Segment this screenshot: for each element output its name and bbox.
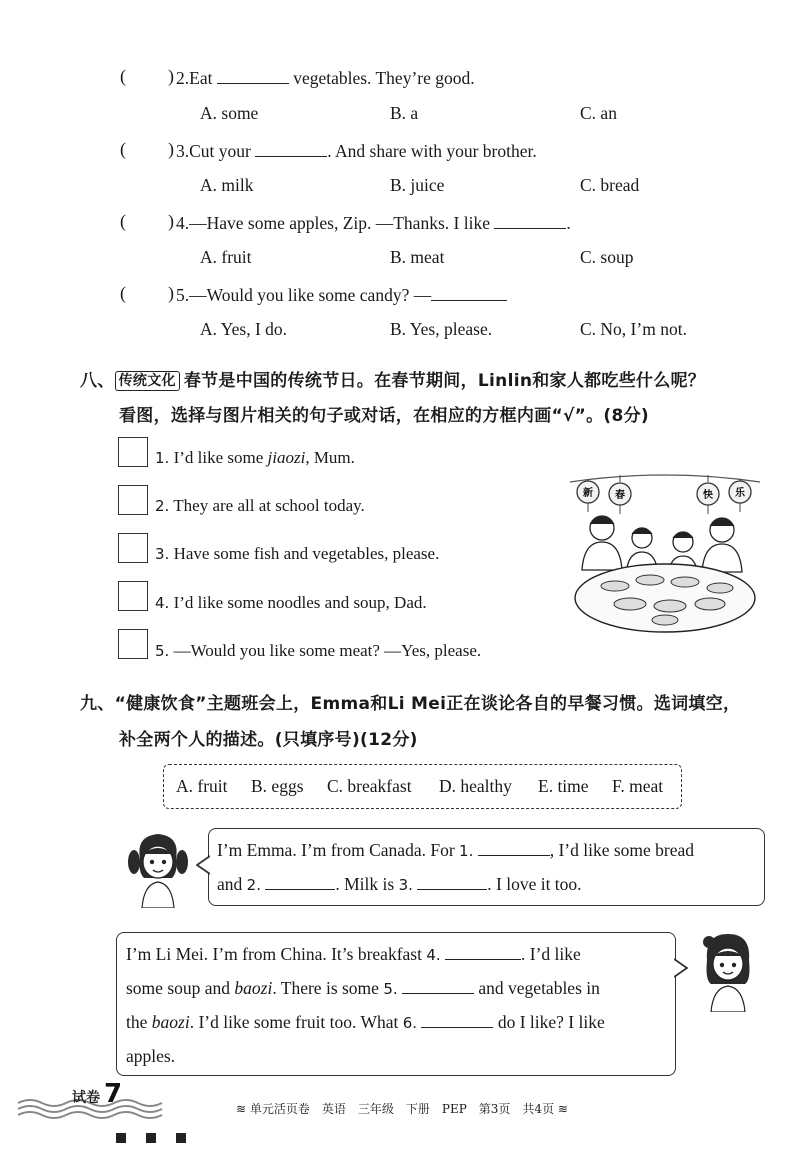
footer-square-icon xyxy=(146,1133,156,1143)
footer-approx-icon: ≋ xyxy=(557,1102,568,1116)
word-option-b: B. eggs xyxy=(251,776,304,796)
option-c[interactable]: C. an xyxy=(580,103,617,123)
fill-blank[interactable] xyxy=(217,67,289,84)
answer-paren-open: ( xyxy=(120,66,126,86)
question-text: 3.Cut your . And share with your brother. xyxy=(176,141,537,161)
word-option-f: F. meat xyxy=(612,776,664,796)
word-option-e: E. time xyxy=(538,776,589,796)
limei-speech-bubble xyxy=(116,932,676,1076)
checkbox-1[interactable] xyxy=(118,437,148,467)
fill-blank-1[interactable] xyxy=(478,839,550,856)
lantern-icon xyxy=(577,479,599,512)
fill-blank[interactable] xyxy=(255,140,327,157)
item-1: 1. I’d like some jiaozi, Mum. xyxy=(155,448,355,467)
footer-square-icon xyxy=(116,1133,126,1143)
option-a[interactable]: A. Yes, I do. xyxy=(200,319,288,339)
option-a[interactable]: A. fruit xyxy=(200,247,252,267)
word-option-d: D. healthy xyxy=(439,776,512,796)
footer-info: ≋ 单元活页卷 英语 三年级 下册 PEP 第3页 共4页 ≋ xyxy=(236,1102,568,1116)
answer-paren-close: ) xyxy=(168,139,174,159)
answer-paren-open: ( xyxy=(120,283,126,303)
option-b[interactable]: B. meat xyxy=(390,247,445,267)
limei-line-4: apples. xyxy=(126,1046,176,1066)
fill-blank-3[interactable] xyxy=(417,873,487,890)
question-text: 4.—Have some apples, Zip. —Thanks. I like . xyxy=(176,213,571,233)
option-b[interactable]: B. Yes, please. xyxy=(390,319,493,339)
item-4: 4. I’d like some noodles and soup, Dad. xyxy=(155,593,427,612)
item-2: 2. They are all at school today. xyxy=(155,496,365,515)
section-9-heading: 九、“健康饮食”主题班会上，Emma和Li Mei正在谈论各自的早餐习惯。选词填空， xyxy=(80,694,741,714)
fill-blank-4[interactable] xyxy=(445,943,521,960)
emma-line-1: I’m Emma. I’m from Canada. For 1. , I’d like some bread xyxy=(217,840,695,860)
lantern-char: 乐 xyxy=(735,488,745,499)
fill-blank-2[interactable] xyxy=(265,873,335,890)
option-c[interactable]: C. soup xyxy=(580,247,634,267)
word-option-c: C. breakfast xyxy=(327,776,412,796)
bubble-tail-right xyxy=(674,958,688,978)
fill-blank-6[interactable] xyxy=(421,1011,493,1028)
word-bank xyxy=(163,764,682,809)
lantern-icon xyxy=(697,475,719,514)
checkbox-3[interactable] xyxy=(118,533,148,563)
question-text: 2.Eat vegetables. They’re good. xyxy=(176,68,475,88)
footer-approx-icon: ≋ xyxy=(236,1102,247,1116)
word-option-a: A. fruit xyxy=(176,776,228,796)
item-3: 3. Have some fish and vegetables, please. xyxy=(155,544,440,563)
answer-paren-open: ( xyxy=(120,139,126,159)
fill-blank[interactable] xyxy=(494,212,566,229)
bubble-tail-left xyxy=(196,855,210,875)
answer-paren-open: ( xyxy=(120,211,126,231)
limei-line-1: I’m Li Mei. I’m from China. It’s breakfast 4. . I’d like xyxy=(126,944,581,964)
checkbox-4[interactable] xyxy=(118,581,148,611)
emma-speech-bubble xyxy=(208,828,765,906)
family-dinner-illustration xyxy=(570,470,760,650)
footer-square-icon xyxy=(176,1133,186,1143)
fill-blank[interactable] xyxy=(431,284,507,301)
item-5: 5. —Would you like some meat? —Yes, please. xyxy=(155,641,482,660)
lantern-char: 快 xyxy=(703,490,713,501)
limei-line-2: some soup and baozi. There is some 5. and vegetables in xyxy=(126,978,600,998)
answer-paren-close: ) xyxy=(168,66,174,86)
footer-label: 试卷 xyxy=(72,1090,100,1106)
section-8-heading: 八、 传统文化 春节是中国的传统节日。在春节期间，Linlin和家人都吃些什么呢？ xyxy=(80,371,706,391)
section-9-instruction: 补全两个人的描述。(只填序号)(12分) xyxy=(119,730,418,750)
option-a[interactable]: A. milk xyxy=(200,175,254,195)
question-text: 5.—Would you like some candy? — xyxy=(176,284,507,306)
option-b[interactable]: B. juice xyxy=(390,175,445,195)
section-8-instruction: 看图，选择与图片相关的句子或对话，在相应的方框内画“√”。(8分) xyxy=(119,406,649,426)
option-c[interactable]: C. bread xyxy=(580,175,640,195)
checkbox-2[interactable] xyxy=(118,485,148,515)
lantern-icon xyxy=(609,475,631,514)
fill-blank-5[interactable] xyxy=(402,977,474,994)
lantern-char: 春 xyxy=(615,490,625,501)
lantern-icon xyxy=(729,479,751,512)
emma-avatar xyxy=(126,828,190,908)
limei-avatar xyxy=(695,928,761,1012)
option-c[interactable]: C. No, I’m not. xyxy=(580,319,687,339)
option-a[interactable]: A. some xyxy=(200,103,259,123)
checkbox-5[interactable] xyxy=(118,629,148,659)
footer-page-number: 7 xyxy=(104,1079,123,1109)
limei-line-3: the baozi. I’d like some fruit too. What 6. do I like? I like xyxy=(126,1012,605,1032)
option-b[interactable]: B. a xyxy=(390,103,419,123)
culture-tag: 传统文化 xyxy=(115,371,180,391)
lantern-char: 新 xyxy=(583,488,593,499)
emma-line-2: and 2. . Milk is 3. . I love it too. xyxy=(217,874,582,894)
answer-paren-close: ) xyxy=(168,283,174,303)
answer-paren-close: ) xyxy=(168,211,174,231)
